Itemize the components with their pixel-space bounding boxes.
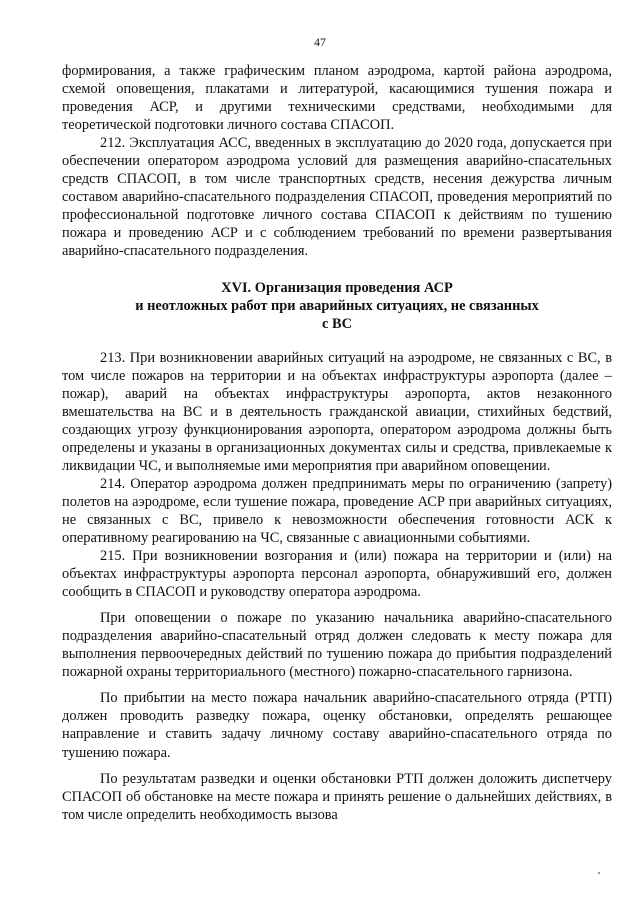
paragraph-215: 215. При возникновении возгорания и (или) пожара на территории и (или) на объектах инфраструктуры аэропорта персонал аэропорта, обнаруживший его, должен сообщить в СПАСОП и руководству оператора аэродрома. <box>62 548 612 601</box>
paragraph-alert: При оповещении о пожаре по указанию начальника аварийно-спасательного подразделения аварийно-спасательный отряд должен следовать к месту пожара для выполнения первоочередных действий по тушению пожара до прибытия подразделений пожарной охраны территориального (местного) пожарно-спасательного гарнизона. <box>62 610 612 681</box>
section-heading-line: с ВС <box>322 315 352 332</box>
paragraph-213: 213. При возникновении аварийных ситуаций на аэродроме, не связанных с ВС, в том числе пожаров на территории и на объектах инфраструктуры аэропорта (далее – пожар), аварий на объектах инфраструктуры аэропорта, актов незаконного вмешательства на ВС и в деятельность гражданской авиации, стихийных бедствий, создающих угрозу функционирования аэропорта, оператором аэродрома должны быть определены и указаны в организационных документах силы и средства, привлекаемые к ликвидации ЧС, и выполняемые ими мероприятия при аварийном оповещении. <box>62 349 612 474</box>
paragraph-212: 212. Эксплуатация АСС, введенных в эксплуатацию до 2020 года, допускается при обеспечении оператором аэродрома условий для размещения аварийно-спасательных средств СПАСОП, в том числе транспортных средств, несения дежурства личным составом аварийно-спасательного подразделения СПАСОП, проведения мероприятий по профессиональной подготовке личного состава СПАСОП к действиям по тушению пожара и проведению АСР и с соблюдением требований по времени развертывания аварийно-спасательного подразделения. <box>62 135 612 260</box>
section-heading <box>62 279 612 333</box>
section-heading-line: XVI. Организация проведения АСР <box>221 279 453 296</box>
paragraph-continuation: формирования, а также графическим планом аэродрома, картой района аэродрома, схемой оповещения, плакатами и литературой, касающимися тушения пожара и проведения АСР, и другими техническими средствами, необходимыми для теоретической подготовки личного состава СПАСОП. <box>62 63 612 134</box>
paragraph-report: По результатам разведки и оценки обстановки РТП должен доложить диспетчеру СПАСОП об обстановке на месте пожара и принять решение о дальнейших действиях, в том числе определить необходимость вызова <box>62 770 612 823</box>
paragraph-214: 214. Оператор аэродрома должен предпринимать меры по ограничению (запрету) полетов на аэродроме, если тушение пожара, проведение АСР при аварийных ситуациях, не связанных с ВС, привело к невозможности обеспечения готовности АСК к оперативному реагированию на ЧС, связанные с авиационными событиями. <box>62 475 612 546</box>
section-heading-line: и неотложных работ при аварийных ситуациях, не связанных <box>135 297 539 314</box>
page-number: 47 <box>314 35 326 49</box>
scan-speck <box>598 872 600 874</box>
document-body <box>62 62 612 824</box>
paragraph-arrival: По прибытии на место пожара начальник аварийно-спасательного отряда (РТП) должен проводить разведку пожара, оценку обстановки, определять решающее направление и ставить задачу личному составу аварийно-спасательного отряда по тушению пожара. <box>62 690 612 761</box>
